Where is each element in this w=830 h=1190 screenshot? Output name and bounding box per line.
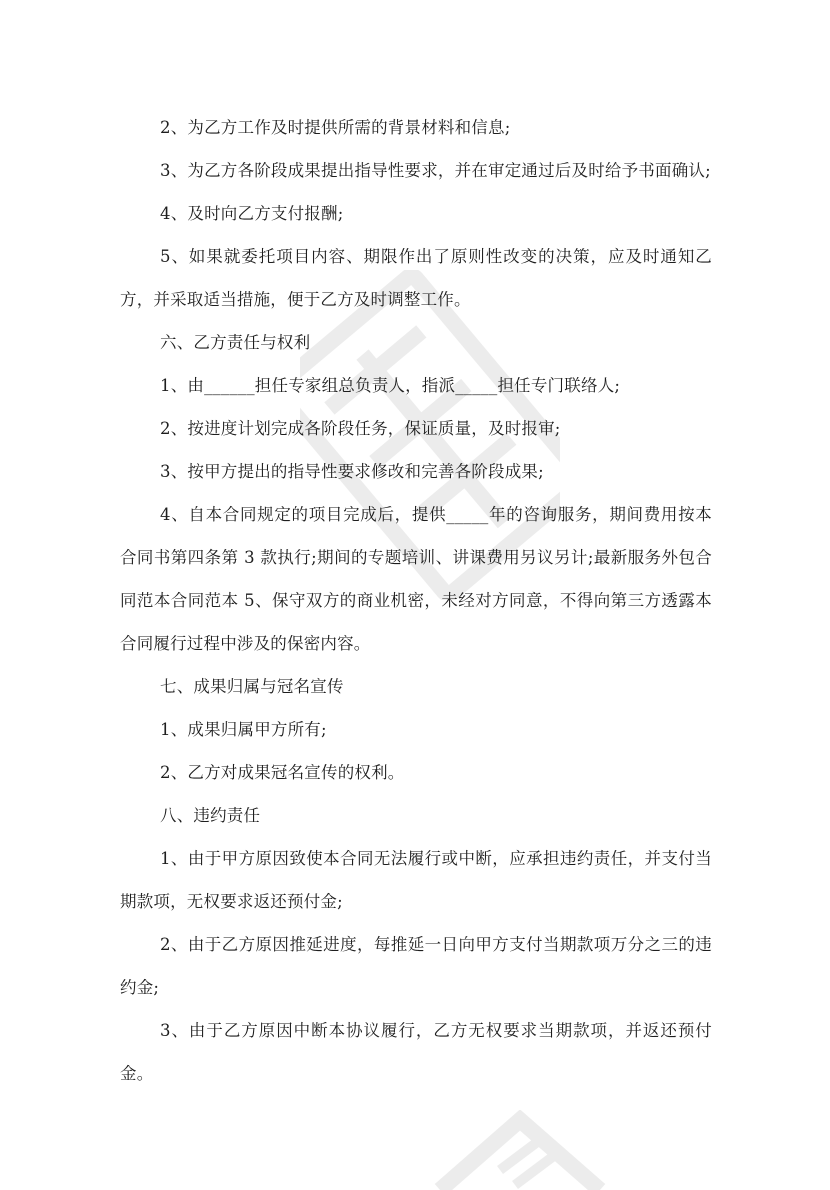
clause-item: 3、按甲方提出的指导性要求修改和完善各阶段成果; — [160, 462, 544, 481]
watermark-logo-icon-bottom — [420, 1110, 620, 1190]
clause-item: 1、由于甲方原因致使本合同无法履行或中断，应承担违约责任，并支付当期款项，无权要求返还预付金; — [120, 849, 712, 911]
document-body — [120, 106, 712, 1095]
section-heading: 七、成果归属与冠名宣传 — [160, 677, 344, 696]
clause-item: 2、按进度计划完成各阶段任务，保证质量，及时报审; — [160, 419, 561, 438]
section-heading: 六、乙方责任与权利 — [160, 333, 311, 352]
clause-item: 4、自本合同规定的项目完成后，提供_____年的咨询服务，期间费用按本合同书第四条第 3 款执行;期间的专题培训、讲课费用另议另计;最新服务外包合同范本合同范本 5、保守双方的商业机密，未经对方同意，不得向第三方透露本合同履行过程中涉及的保密内容。 — [120, 505, 712, 653]
clause-item: 1、成果归属甲方所有; — [160, 720, 327, 739]
section-heading: 八、违约责任 — [160, 806, 261, 825]
clause-item: 5、如果就委托项目内容、期限作出了原则性改变的决策，应及时通知乙方，并采取适当措施，便于乙方及时调整工作。 — [120, 247, 712, 309]
clause-item: 2、由于乙方原因推延进度，每推延一日向甲方支付当期款项万分之三的违约金; — [120, 935, 712, 997]
clause-item: 2、为乙方工作及时提供所需的背景材料和信息; — [160, 118, 511, 137]
clause-item: 1、由______担任专家组总负责人，指派_____担任专门联络人; — [160, 376, 621, 395]
clause-item: 3、由于乙方原因中断本协议履行，乙方无权要求当期款项，并返还预付金。 — [120, 1021, 712, 1083]
clause-item: 4、及时向乙方支付报酬; — [160, 204, 344, 223]
clause-item: 3、为乙方各阶段成果提出指导性要求，并在审定通过后及时给予书面确认; — [160, 161, 711, 180]
clause-item: 2、乙方对成果冠名宣传的权利。 — [160, 763, 405, 782]
